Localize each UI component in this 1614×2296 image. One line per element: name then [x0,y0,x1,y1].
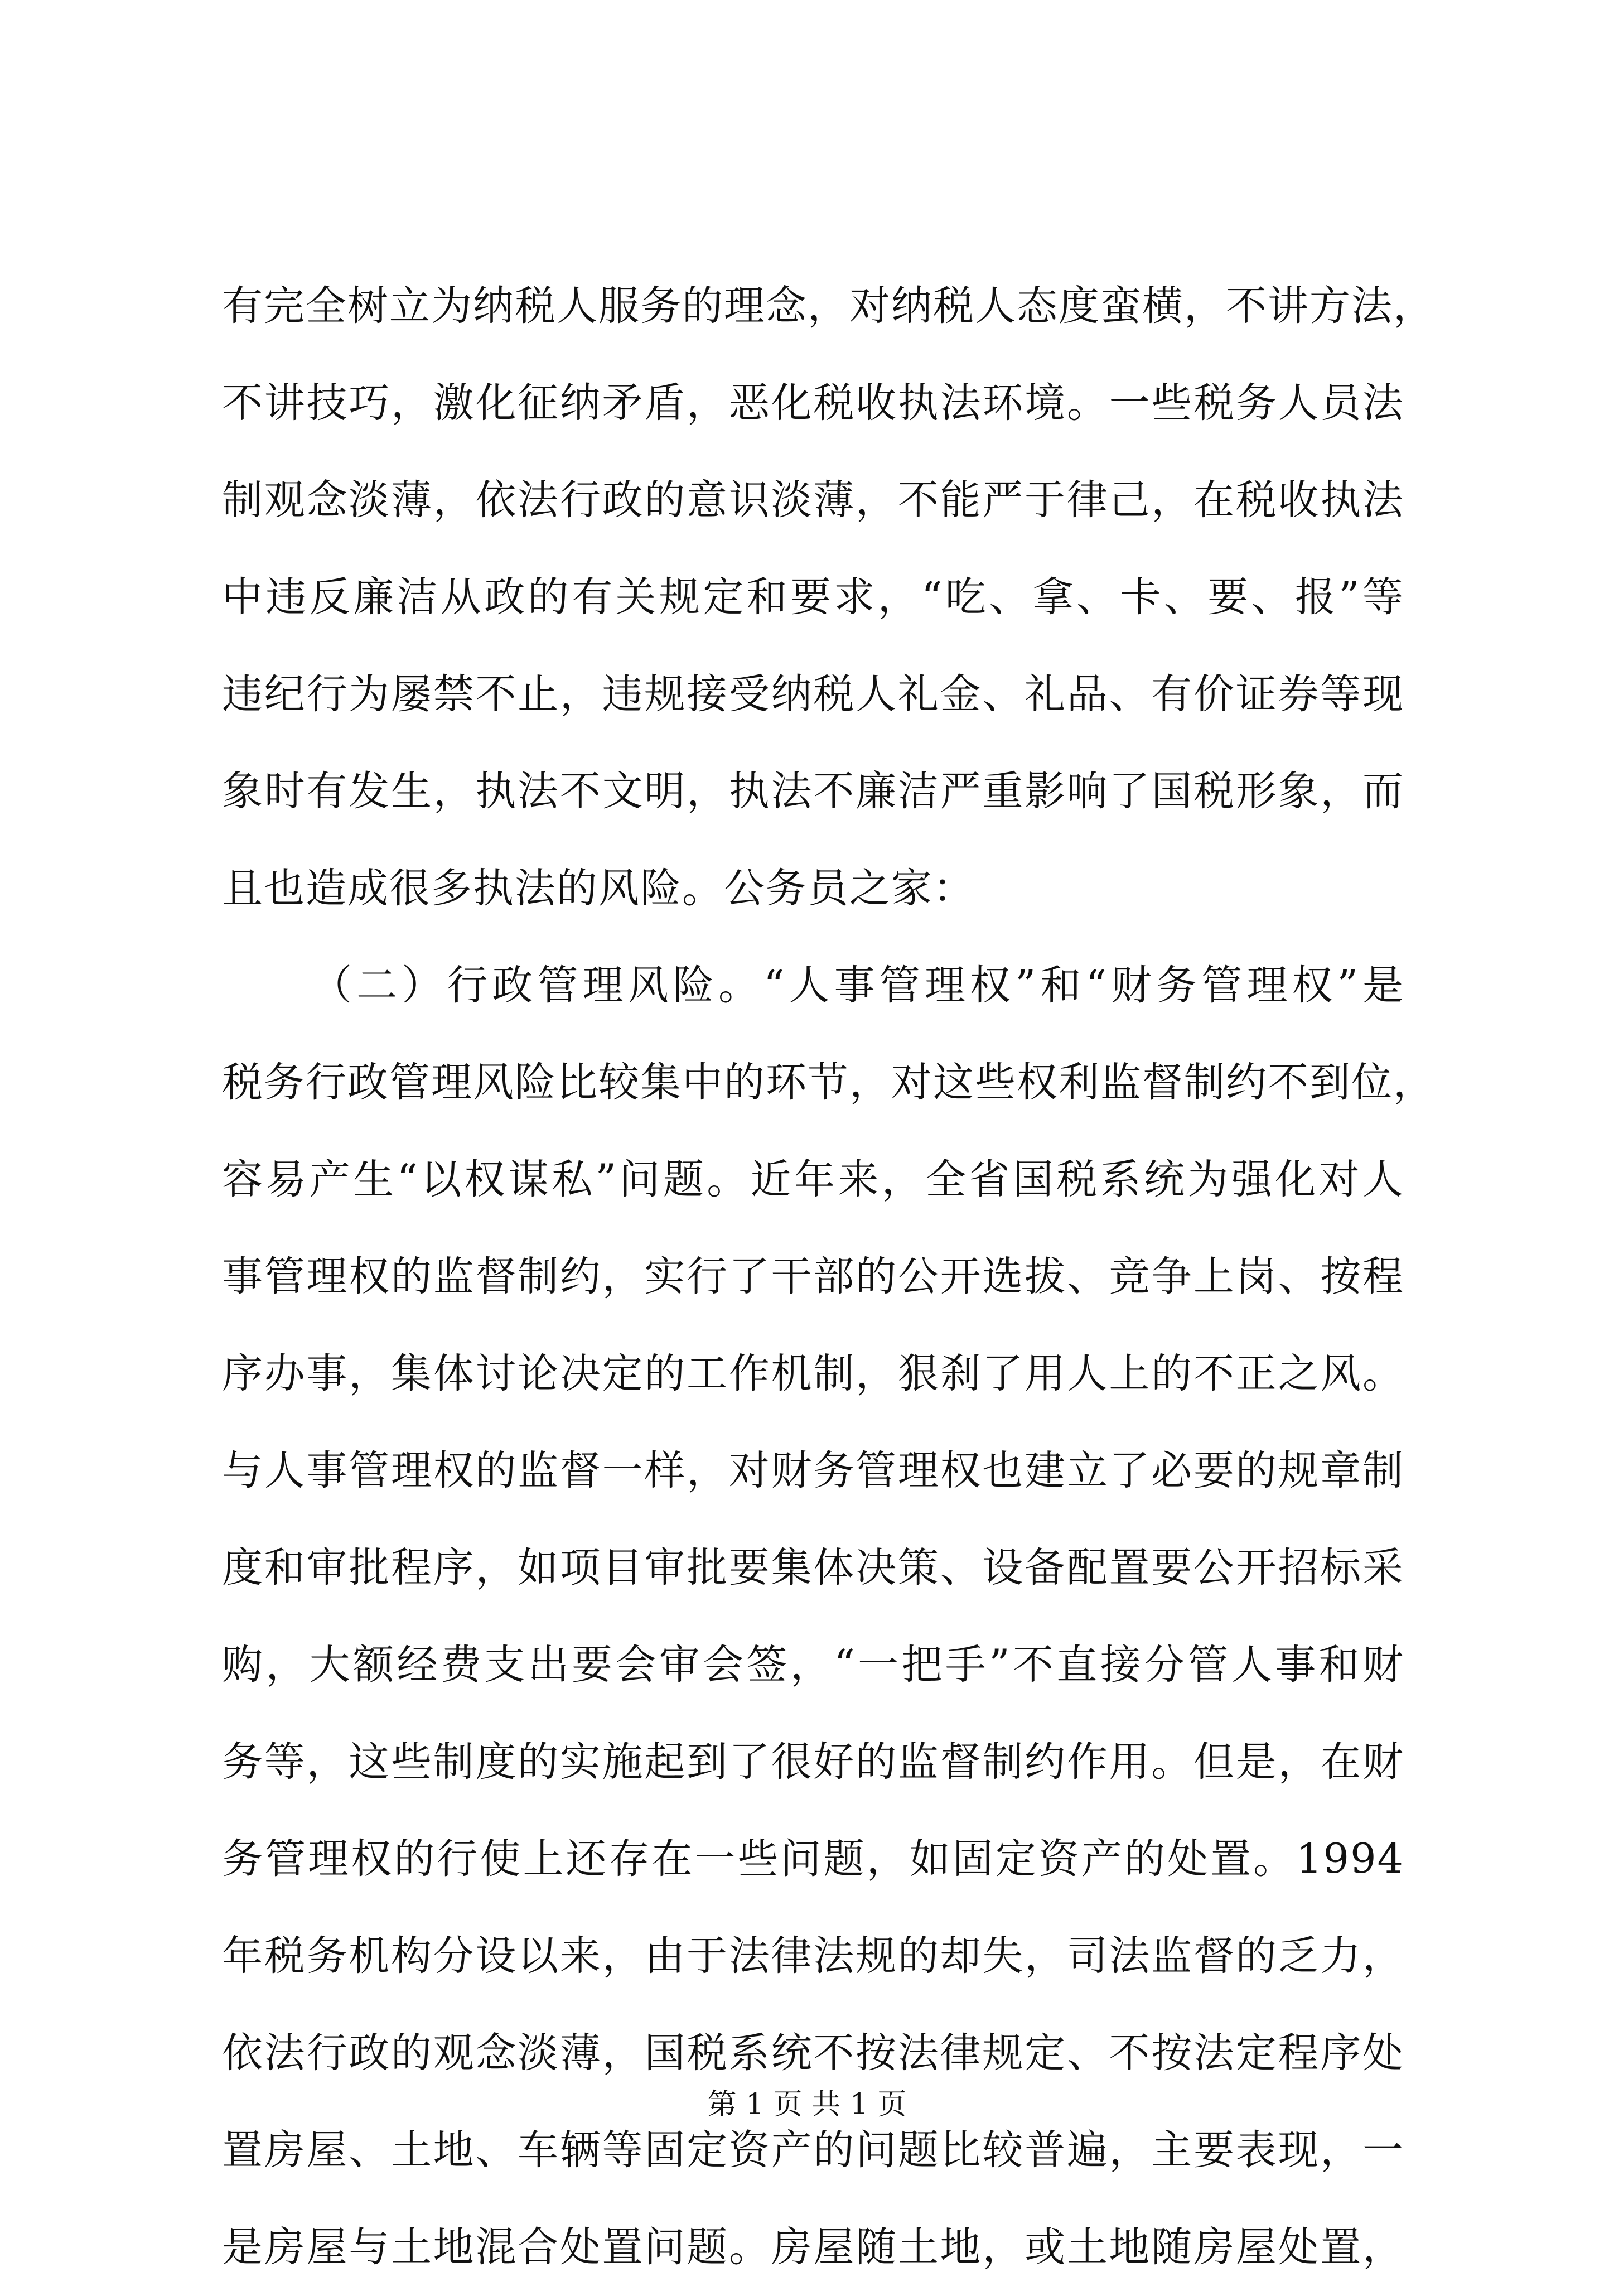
text-line: 制观念淡薄，依法行政的意识淡薄，不能严于律己，在税收执法 [222,476,1404,524]
text-line: 是房屋与土地混合处置问题。房屋随土地，或土地随房屋处置， [222,2223,1404,2271]
text-line: 且也造成很多执法的风险。公务员之家： [222,865,975,912]
text-line: 依法行政的观念淡薄，国税系统不按法律规定、不按法定程序处 [222,2029,1404,2077]
text-line: 税务行政管理风险比较集中的环节，对这些权利监督制约不到位， [222,1059,1435,1106]
text-line: 度和审批程序，如项目审批要集体决策、设备配置要公开招标采 [222,1544,1404,1591]
body-text [222,258,1435,2296]
text-line: 不讲技巧，激化征纳矛盾，恶化税收执法环境。一些税务人员法 [222,379,1404,427]
text-line: 务等，这些制度的实施起到了很好的监督制约作用。但是，在财 [222,1738,1404,1786]
page-footer [0,2085,1614,2124]
text-line: 序办事，集体讨论决定的工作机制，狠刹了用人上的不正之风。 [222,1350,1404,1397]
text-line: 务管理权的行使上还存在一些问题，如固定资产的处置。1994 [222,1835,1404,1883]
page-number: 第 1 页 共 1 页 [707,2088,907,2121]
text-line: 置房屋、土地、车辆等固定资产的问题比较普遍，主要表现，一 [222,2126,1404,2174]
text-line: （二）行政管理风险。“人事管理权”和“财务管理权”是 [311,962,1404,1009]
text-line: 与人事管理权的监督一样，对财务管理权也建立了必要的规章制 [222,1447,1404,1494]
text-line: 违纪行为屡禁不止，违规接受纳税人礼金、礼品、有价证券等现 [222,671,1404,718]
text-line: 中违反廉洁从政的有关规定和要求，“吃、拿、卡、要、报”等 [222,573,1404,621]
text-line: 象时有发生，执法不文明，执法不廉洁严重影响了国税形象，而 [222,768,1404,815]
text-line: 年税务机构分设以来，由于法律法规的却失，司法监督的乏力， [222,1932,1404,1980]
text-line: 容易产生“以权谋私”问题。近年来，全省国税系统为强化对人 [222,1156,1404,1203]
text-line: 有完全树立为纳税人服务的理念，对纳税人态度蛮横，不讲方法， [222,282,1435,330]
text-line: 事管理权的监督制约，实行了干部的公开选拔、竞争上岗、按程 [222,1253,1404,1300]
text-line: 购，大额经费支出要会审会签，“一把手”不直接分管人事和财 [222,1641,1404,1689]
